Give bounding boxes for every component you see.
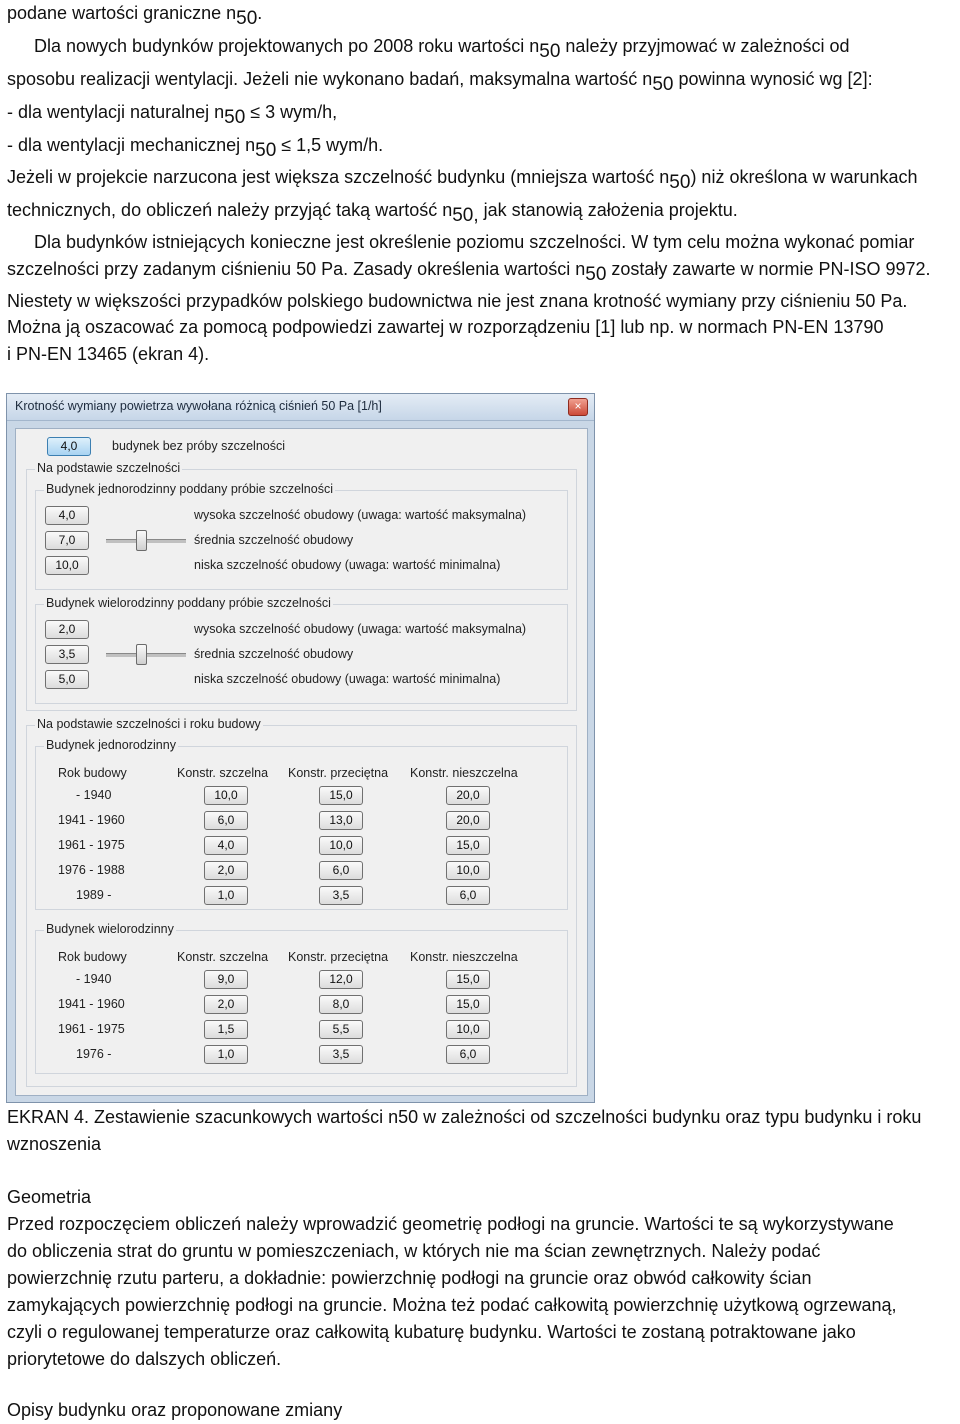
col-tight-header: Konstr. szczelna	[177, 766, 269, 780]
year-label: 1976 - 1988	[58, 863, 125, 877]
col-average-header: Konstr. przeciętna	[288, 766, 389, 780]
year-label: 1941 - 1960	[58, 813, 125, 827]
intro-line-11: Można ją oszacować za pomocą podpowiedzi zawartej w rozporządzeniu [1] lub np. w normach PN-EN 13790	[7, 317, 884, 337]
single-tightness-slider[interactable]	[106, 529, 186, 551]
geometry-line-5: czyli o regulowanej temperaturze oraz całkowitą kubaturę budynku. Wartości te zostaną potraktowane jako	[7, 1322, 856, 1342]
figure-caption: EKRAN 4. Zestawienie szacunkowych wartości n50 w zależności od szczelności budynku oraz typu budynku i roku wznoszenia	[7, 1107, 922, 1154]
intro-line-5: - dla wentylacji mechanicznej $n_{50} \le 1,5$ wym/h.	[7, 135, 384, 161]
col-tight-header: Konstr. szczelna	[177, 950, 269, 964]
single-high-value-button[interactable]: 4,0	[45, 506, 89, 525]
multi-tightness-slider[interactable]	[106, 643, 186, 665]
geometry-line-6: priorytetowe do dalszych obliczeń.	[7, 1349, 282, 1369]
single-medium-value-button[interactable]: 7,0	[45, 531, 89, 550]
value-button[interactable]: 8,0	[319, 995, 363, 1014]
geometry-heading: Geometria	[7, 1187, 92, 1207]
year-label: 1989 -	[76, 888, 112, 902]
geometry-line-2: do obliczenia strat do gruntu w pomieszczeniach, w których nie ma ścian zewnętrznych. Należy podać	[7, 1241, 821, 1261]
value-button[interactable]: 3,5	[319, 886, 363, 905]
single-low-label: niska szczelność obudowy (uwaga: wartość minimalna)	[194, 558, 501, 572]
single-low-value-button[interactable]: 10,0	[45, 556, 89, 575]
col-leaky-header: Konstr. nieszczelna	[410, 766, 518, 780]
value-button[interactable]: 10,0	[319, 836, 363, 855]
section-tightness-year-label: Na podstawie szczelności i roku budowy	[37, 717, 261, 731]
value-button[interactable]: 20,0	[446, 811, 490, 830]
value-button[interactable]: 5,5	[319, 1020, 363, 1039]
next-section-heading: Opisy budynku oraz proponowane zmiany	[7, 1400, 343, 1420]
multi-family-year-label: Budynek wielorodzinny	[46, 922, 174, 936]
geometry-line-3: powierzchnię rzutu parteru, a dokładnie: powierzchnię podłogi na gruncie oraz obwód całkowity ścian	[7, 1268, 812, 1288]
close-icon[interactable]: ×	[568, 398, 588, 416]
value-button[interactable]: 10,0	[446, 861, 490, 880]
intro-line-7: technicznych, do obliczeń należy przyjąć taką wartość $n_{50,}$ jak stanowią założenia projektu.	[7, 200, 738, 226]
multi-low-value-button[interactable]: 5,0	[45, 670, 89, 689]
section-multi-family-test	[35, 596, 568, 704]
value-button[interactable]: 15,0	[446, 836, 490, 855]
value-button[interactable]: 6,0	[446, 1045, 490, 1064]
value-button[interactable]: 2,0	[204, 995, 248, 1014]
value-button[interactable]: 1,0	[204, 1045, 248, 1064]
year-label: - 1940	[76, 972, 112, 986]
geometry-line-1: Przed rozpoczęciem obliczeń należy wprowadzić geometrię podłogi na gruncie. Wartości te są wykorzystywane	[7, 1214, 894, 1234]
geometry-line-4: zamykających powierzchnię podłogi na gruncie. Można też podać całkowitą powierzchnię użytkową ogrzewaną,	[7, 1295, 897, 1315]
col-year-header: Rok budowy	[58, 766, 127, 780]
no-test-label: budynek bez próby szczelności	[112, 439, 286, 453]
value-button[interactable]: 1,0	[204, 886, 248, 905]
intro-line-10: Niestety w większości przypadków polskiego budownictwa nie jest znana krotność wymiany przy ciśnieniu 50 Pa.	[7, 291, 908, 311]
intro-line-1: podane wartości graniczne $n_{50}$.	[7, 3, 263, 29]
value-button[interactable]: 10,0	[204, 786, 248, 805]
value-button[interactable]: 12,0	[319, 970, 363, 989]
single-high-label: wysoka szczelność obudowy (uwaga: wartość maksymalna)	[194, 508, 527, 522]
year-label: 1941 - 1960	[58, 997, 125, 1011]
value-button[interactable]: 6,0	[204, 811, 248, 830]
value-button[interactable]: 6,0	[319, 861, 363, 880]
value-button[interactable]: 15,0	[446, 995, 490, 1014]
year-label: 1961 - 1975	[58, 838, 125, 852]
value-button[interactable]: 6,0	[446, 886, 490, 905]
year-label: - 1940	[76, 788, 112, 802]
value-button[interactable]: 1,5	[204, 1020, 248, 1039]
section-tightness	[26, 461, 577, 711]
section-multi-family-year	[35, 922, 568, 1074]
section-single-family-year	[35, 738, 568, 910]
value-button[interactable]: 13,0	[319, 811, 363, 830]
multi-high-label: wysoka szczelność obudowy (uwaga: wartość maksymalna)	[194, 622, 527, 636]
intro-line-12: i PN-EN 13465 (ekran 4).	[7, 344, 210, 364]
single-medium-label: średnia szczelność obudowy	[194, 533, 354, 547]
multi-high-value-button[interactable]: 2,0	[45, 620, 89, 639]
dialog-titlebar	[7, 394, 594, 421]
col-leaky-header: Konstr. nieszczelna	[410, 950, 518, 964]
intro-line-9: szczelności przy zadanym ciśnieniu 50 Pa. Zasady określenia wartości $n_{50}$ zostały zawarte w normie PN-ISO 9972.	[7, 259, 931, 285]
slider-thumb[interactable]	[136, 530, 147, 551]
value-button[interactable]: 10,0	[446, 1020, 490, 1039]
dialog-client-area	[15, 428, 588, 1096]
single-family-year-label: Budynek jednorodzinny	[46, 738, 176, 752]
year-label: 1961 - 1975	[58, 1022, 125, 1036]
multi-family-test-label: Budynek wielorodzinny poddany próbie szczelności	[46, 596, 331, 610]
value-button[interactable]: 20,0	[446, 786, 490, 805]
multi-medium-value-button[interactable]: 3,5	[45, 645, 89, 664]
value-button[interactable]: 15,0	[319, 786, 363, 805]
multi-low-label: niska szczelność obudowy (uwaga: wartość minimalna)	[194, 672, 501, 686]
value-button[interactable]: 9,0	[204, 970, 248, 989]
single-family-test-label: Budynek jednorodzinny poddany próbie szczelności	[46, 482, 333, 496]
value-button[interactable]: 15,0	[446, 970, 490, 989]
value-button[interactable]: 4,0	[204, 836, 248, 855]
section-tightness-year	[26, 717, 577, 1087]
section-tightness-label: Na podstawie szczelności	[37, 461, 181, 475]
intro-line-6: Jeżeli w projekcie narzucona jest większa szczelność budynku (mniejsza wartość $n_{50}$) niż określona w warunkach	[7, 167, 918, 193]
col-year-header: Rok budowy	[58, 950, 127, 964]
value-button[interactable]: 2,0	[204, 861, 248, 880]
intro-line-3: sposobu realizacji wentylacji. Jeżeli nie wykonano badań, maksymalna wartość $n_{50}$ powinna wynosić wg [2]:	[7, 69, 873, 95]
n50-dialog-window	[6, 393, 595, 1103]
section-single-family-test	[35, 482, 568, 590]
intro-line-8: Dla budynków istniejących konieczne jest określenie poziomu szczelności. W tym celu można wykonać pomiar	[34, 232, 915, 252]
intro-line-2: Dla nowych budynków projektowanych po 2008 roku wartości $n_{50}$ należy przyjmować w zależności od	[34, 36, 850, 62]
year-label: 1976 -	[76, 1047, 112, 1061]
value-button[interactable]: 3,5	[319, 1045, 363, 1064]
no-test-value-button[interactable]: 4,0	[47, 437, 91, 456]
col-average-header: Konstr. przeciętna	[288, 950, 389, 964]
slider-thumb[interactable]	[136, 644, 147, 665]
dialog-title: Krotność wymiany powietrza wywołana różnicą ciśnień 50 Pa [1/h]	[15, 399, 382, 413]
multi-medium-label: średnia szczelność obudowy	[194, 647, 354, 661]
intro-line-4: - dla wentylacji naturalnej $n_{50} \le 3$ wym/h,	[7, 102, 338, 128]
